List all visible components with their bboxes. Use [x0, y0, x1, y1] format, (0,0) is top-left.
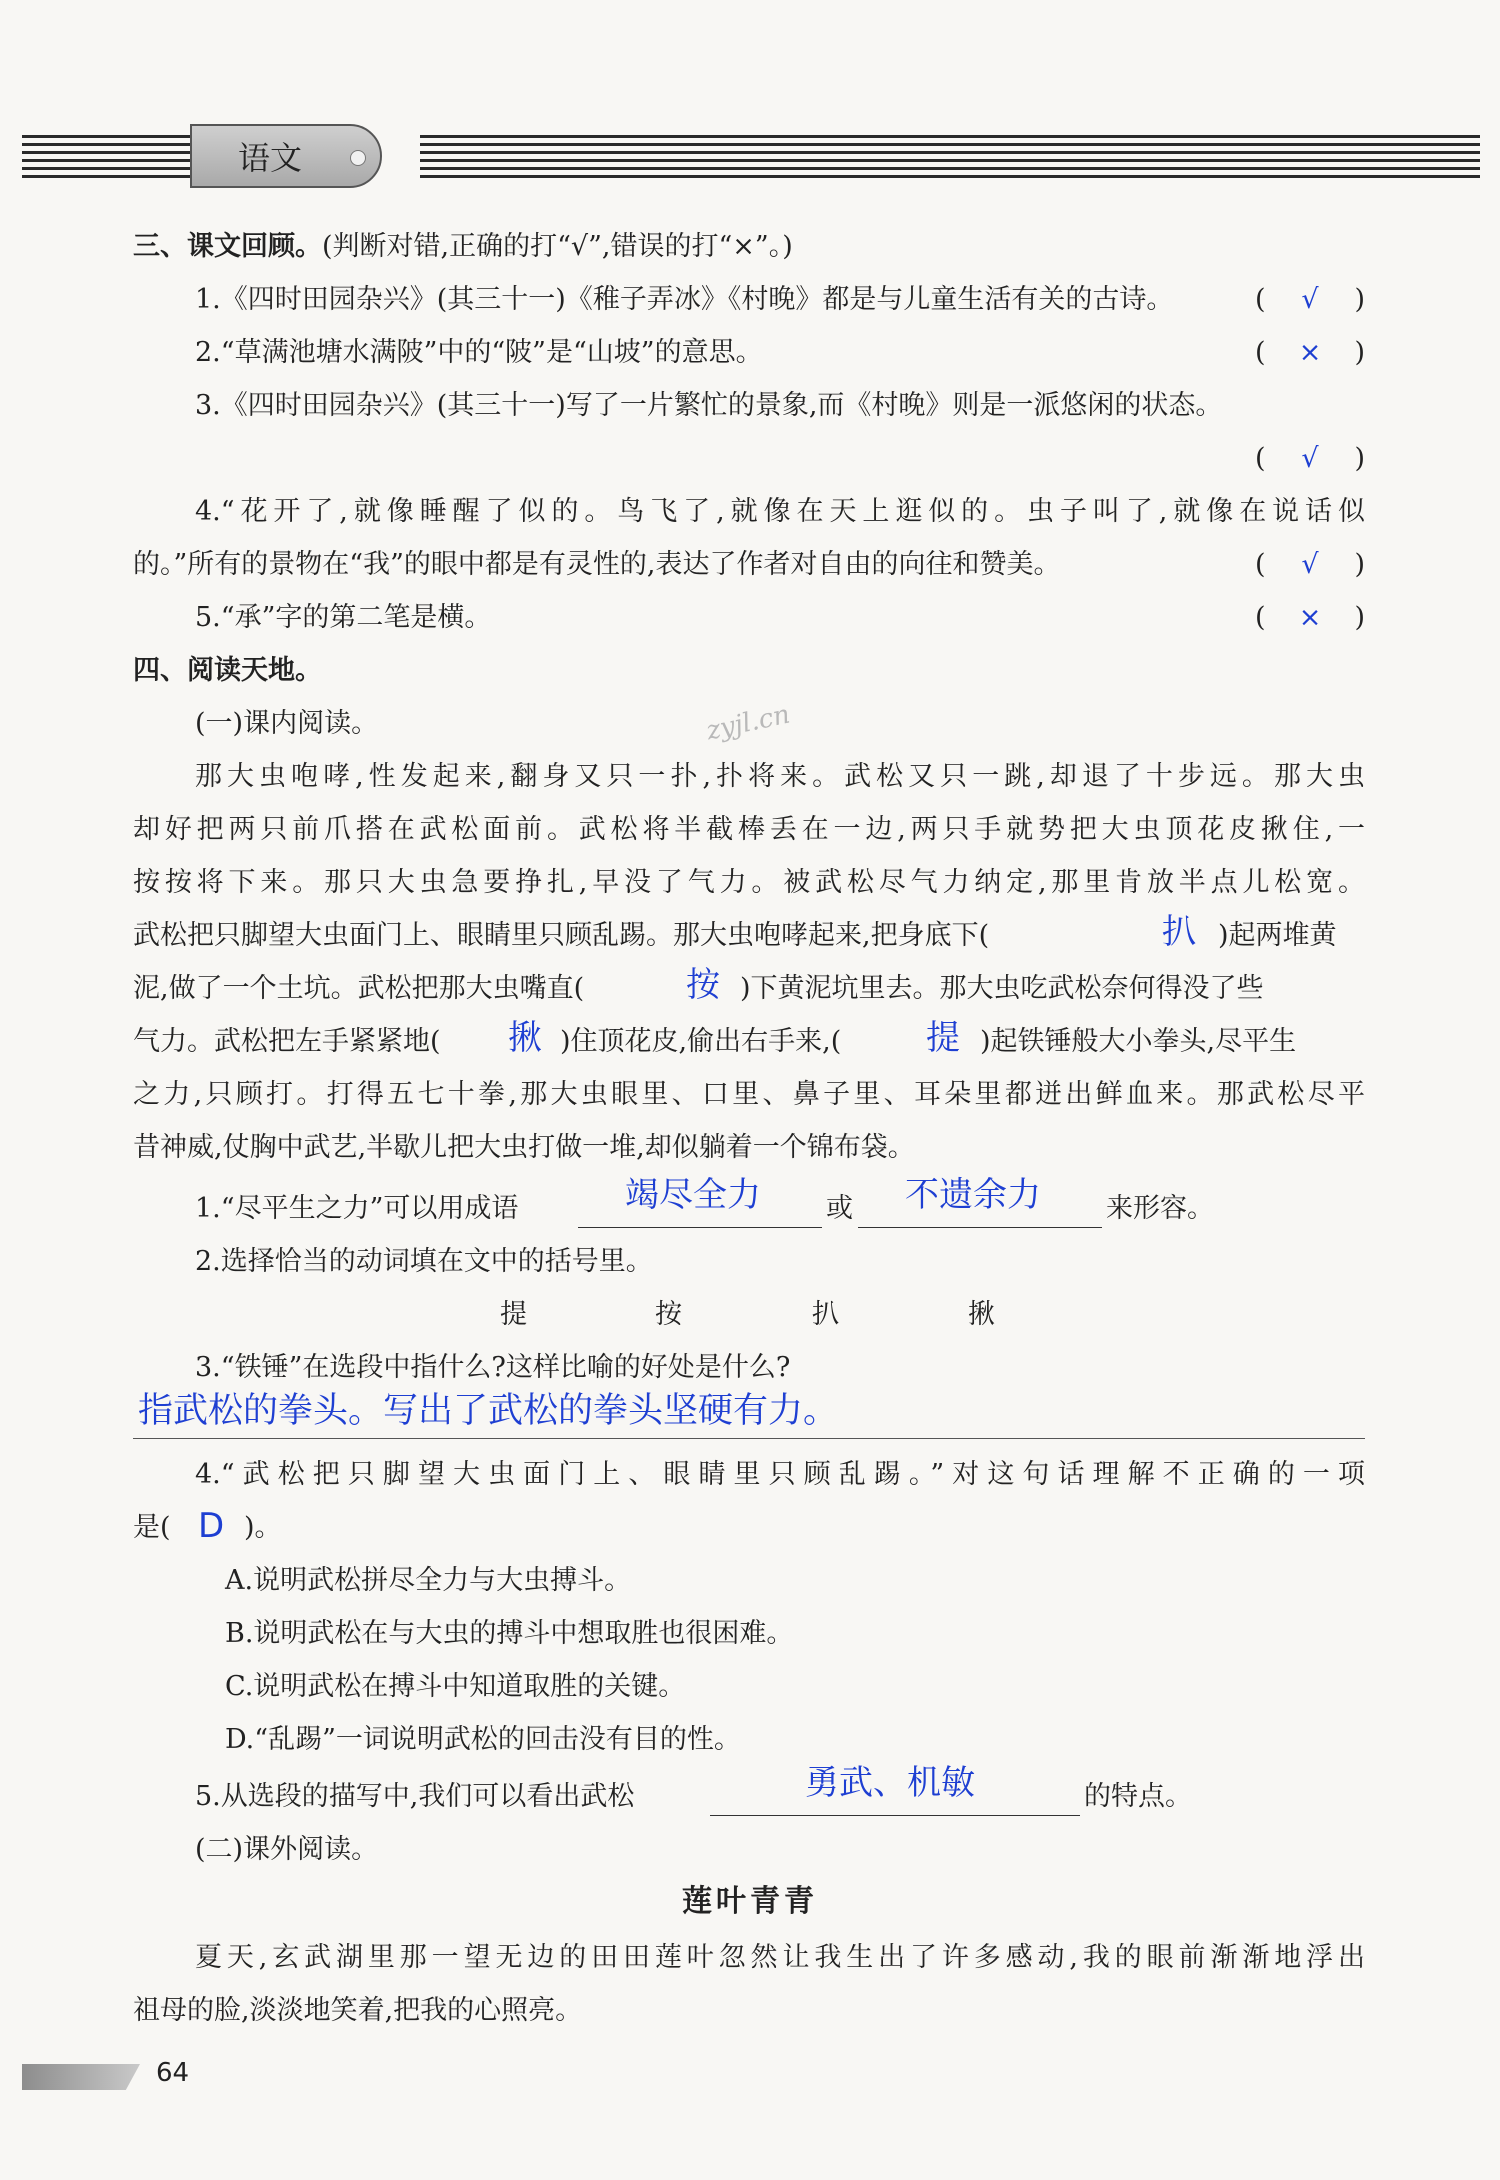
judge-answer-box: ( × )	[1255, 337, 1365, 368]
judge-answer: √	[1301, 443, 1319, 474]
judge-item-text: 2.“草满池塘水满陂”中的“陂”是“山坡”的意思。	[195, 337, 763, 368]
judge-answer-box: ( √ )	[1255, 443, 1365, 474]
q3-answer-line	[0, 1386, 1500, 1438]
judge-item-3-answer-line	[0, 437, 1500, 481]
judge-answer: ×	[1298, 337, 1322, 368]
q3-answer-rule	[133, 1438, 1365, 1439]
q1-answer-2: 不遗余力	[905, 1175, 1041, 1215]
judge-item-text: 5.“承”字的第二笔是横。	[195, 602, 492, 633]
passage-line-3	[0, 861, 1500, 905]
q4-pre: 是(	[133, 1512, 171, 1543]
section4-heading	[133, 649, 1500, 693]
q2-option: 按	[655, 1299, 682, 1330]
passage-text: )起铁锤般大小拳头,尽平生	[980, 1026, 1297, 1057]
judge-answer: ×	[1298, 602, 1322, 633]
article-text: 祖母的脸,淡淡地笑着,把我的心照亮。	[133, 1995, 583, 2026]
q2-text: 2.选择恰当的动词填在文中的括号里。	[195, 1246, 653, 1277]
passage-text: )下黄泥坑里去。那大虫吃武松奈何得没了些	[740, 973, 1264, 1004]
judge-item-2	[0, 331, 1500, 375]
passage-line-4	[0, 914, 1500, 958]
fill-answer-1: 扒	[1162, 912, 1196, 952]
passage-text: 气力。武松把左手紧紧地(	[133, 1026, 441, 1057]
passage-line-8	[0, 1126, 1500, 1170]
passage-text: 按按将下来。那只大虫急要挣扎,早没了气力。被武松尽气力纳定,那里肯放半点儿松宽。	[133, 867, 1365, 898]
q4-option-text: C.说明武松在搏斗中知道取胜的关键。	[225, 1671, 686, 1702]
passage-text: )起两堆黄	[1218, 920, 1337, 951]
header-lines-right	[420, 135, 1480, 181]
passage-text: 昔神威,仗胸中武艺,半歇儿把大虫打做一堆,却似躺着一个锦布袋。	[133, 1132, 915, 1163]
q2-option: 扒	[812, 1299, 839, 1330]
q2-options	[0, 1293, 1500, 1337]
part2-title	[0, 1828, 1500, 1872]
article-text: 夏天,玄武湖里那一望无边的田田莲叶忽然让我生出了许多感动,我的眼前渐渐地浮出	[195, 1942, 1365, 1973]
header-lines-left	[22, 135, 202, 181]
fill-answer-3: 揪	[508, 1018, 542, 1058]
judge-item-4-line1	[0, 490, 1500, 534]
question-4-line2	[0, 1506, 1500, 1550]
q4-post: )。	[244, 1512, 282, 1543]
q4-answer: D	[198, 1506, 225, 1546]
watermark: zyjl.cn	[703, 699, 793, 747]
q4-text: 4.“武松把只脚望大虫面门上、眼睛里只顾乱踢。”对这句话理解不正确的一项	[195, 1459, 1365, 1490]
article-line-1	[0, 1936, 1500, 1980]
q4-option-a	[0, 1559, 1500, 1603]
q5-suffix: 的特点。	[1084, 1781, 1192, 1812]
passage-line-6	[0, 1020, 1500, 1064]
passage-text: 那大虫咆哮,性发起来,翻身又只一扑,扑将来。武松又只一跳,却退了十步远。那大虫	[195, 761, 1365, 792]
judge-item-1	[0, 278, 1500, 322]
question-3	[0, 1346, 1500, 1390]
judge-answer-box: ( √ )	[1255, 549, 1365, 580]
q1-suffix: 来形容。	[1106, 1193, 1214, 1224]
article-line-2	[0, 1989, 1500, 2033]
footer-bar	[22, 2064, 140, 2090]
q1-mid: 或	[826, 1193, 853, 1224]
passage-text: 泥,做了一个土坑。武松把那大虫嘴直(	[133, 973, 585, 1004]
question-1	[0, 1175, 1500, 1231]
q2-option: 揪	[968, 1299, 995, 1330]
passage-line-5	[0, 967, 1500, 1011]
judge-item-text: 1.《四时田园杂兴》(其三十一)《稚子弄冰》《村晚》都是与儿童生活有关的古诗。	[195, 284, 1174, 315]
section3-heading	[133, 225, 1500, 269]
section3-note: (判断对错,正确的打“√”,错误的打“×”。)	[322, 231, 793, 262]
q1-prefix: 1.“尽平生之力”可以用成语	[195, 1193, 519, 1224]
passage-text: 之力,只顾打。打得五七十拳,那大虫眼里、口里、鼻子里、耳朵里都迸出鲜血来。那武松尽平	[133, 1079, 1365, 1110]
subject-label: 语文	[238, 139, 303, 177]
q3-text: 3.“铁锤”在选段中指什么?这样比喻的好处是什么?	[195, 1352, 791, 1383]
passage-text: 武松把只脚望大虫面门上、眼睛里只顾乱踢。那大虫咆哮起来,把身底下(	[133, 920, 990, 951]
part1-title-text: (一)课内阅读。	[195, 708, 379, 739]
judge-answer-box: ( × )	[1255, 602, 1365, 633]
judge-item-text: 4.“花开了,就像睡醒了似的。鸟飞了,就像在天上逛似的。虫子叫了,就像在说话似	[195, 496, 1365, 527]
article-title: 莲叶青青	[682, 1884, 818, 1919]
judge-item-3	[0, 384, 1500, 428]
judge-answer-box: ( √ )	[1255, 284, 1365, 315]
question-4-line1	[0, 1453, 1500, 1497]
question-2	[0, 1240, 1500, 1284]
passage-text: )住顶花皮,偷出右手来,(	[560, 1026, 842, 1057]
judge-item-4-line2	[0, 543, 1500, 587]
q2-option: 提	[500, 1299, 527, 1330]
judge-answer: √	[1301, 549, 1319, 580]
subject-tab	[190, 124, 382, 188]
section3-heading-text: 三、课文回顾。	[133, 231, 322, 262]
q5-answer: 勇武、机敏	[805, 1763, 975, 1803]
passage-text: 却好把两只前爪搭在武松面前。武松将半截棒丢在一边,两只手就势把大虫顶花皮揪住,一	[133, 814, 1365, 845]
part2-title-text: (二)课外阅读。	[195, 1834, 379, 1865]
question-5	[0, 1763, 1500, 1819]
q3-answer: 指武松的拳头。写出了武松的拳头坚硬有力。	[138, 1391, 839, 1431]
q4-option-text: B.说明武松在与大虫的搏斗中想取胜也很困难。	[225, 1618, 794, 1649]
q4-option-d	[0, 1718, 1500, 1762]
q4-option-b	[0, 1612, 1500, 1656]
judge-item-5	[0, 596, 1500, 640]
q4-option-text: A.说明武松拼尽全力与大虫搏斗。	[225, 1565, 632, 1596]
q1-answer-1: 竭尽全力	[625, 1175, 761, 1215]
q4-option-text: D.“乱踢”一词说明武松的回击没有目的性。	[225, 1724, 741, 1755]
section4-heading-text: 四、阅读天地。	[133, 655, 322, 686]
judge-item-text: 的。”所有的景物在“我”的眼中都是有灵性的,表达了作者对自由的向往和赞美。	[133, 549, 1061, 580]
fill-answer-2: 按	[686, 965, 720, 1005]
passage-line-1	[0, 755, 1500, 799]
q4-option-c	[0, 1665, 1500, 1709]
fill-answer-4: 提	[926, 1018, 960, 1058]
tab-hole-icon	[350, 150, 366, 166]
passage-line-2	[0, 808, 1500, 852]
judge-item-text: 3.《四时田园杂兴》(其三十一)写了一片繁忙的景象,而《村晚》则是一派悠闲的状态。	[195, 390, 1223, 421]
page-header	[0, 118, 1500, 188]
q5-prefix: 5.从选段的描写中,我们可以看出武松	[195, 1781, 635, 1812]
page-number: 64	[156, 2058, 190, 2088]
passage-line-7	[0, 1073, 1500, 1117]
judge-answer: √	[1301, 284, 1319, 315]
